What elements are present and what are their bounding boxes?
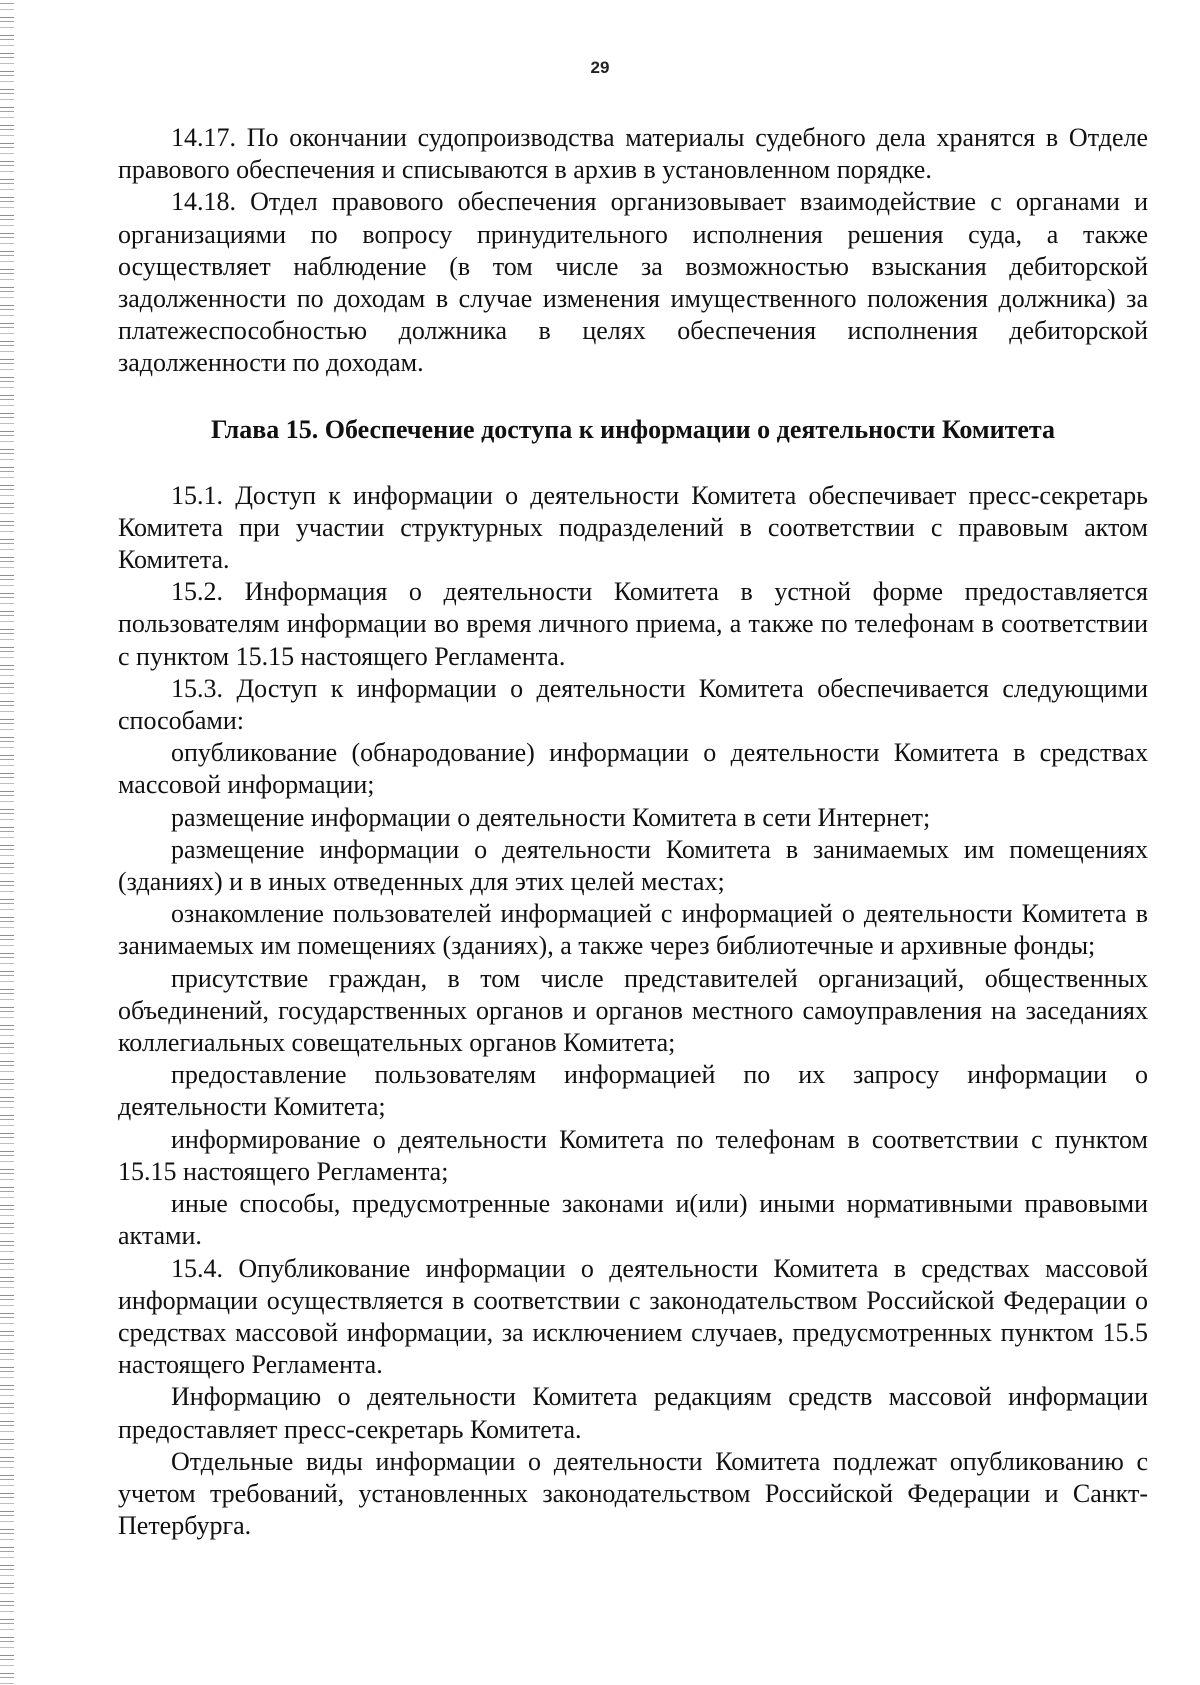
- paragraph-15-4-publication: Отдельные виды информации о деятельности Комитета подлежат опубликованию с учетом требований, установленных законодательством Российской Федерации и Санкт-Петербурга.: [118, 1446, 1148, 1541]
- list-item: иные способы, предусмотренные законами и(или) иными нормативными правовыми актами.: [118, 1189, 1148, 1251]
- list-item: размещение информации о деятельности Комитета в занимаемых им помещениях (зданиях) и в иных отведенных для этих целей местах;: [118, 834, 1148, 897]
- chapter-15-heading: Глава 15. Обеспечение доступа к информации о деятельности Комитета: [211, 414, 1055, 444]
- list-item: предоставление пользователям информацией по их запросу информации о деятельности Комитета;: [118, 1060, 1148, 1122]
- paragraph-15-2: 15.2. Информация о деятельности Комитета в устной форме предоставляется пользователям информации во время личного приема, а также по телефонам в соответствии с пунктом 15.15 настоящего Регламента.: [118, 577, 1148, 671]
- document-body: [118, 122, 1148, 1542]
- paragraph-14-18: 14.18. Отдел правового обеспечения организовывает взаимодействие с органами и организациями по вопросу принудительного исполнения решения суда, а также осуществляет наблюдение (в том числе за возможностью взыскания дебиторской задолженности по доходам в случае изменения имущественного положения должника) за платежеспособностью должника в целях обеспечения исполнения дебиторской задолженности по доходам.: [118, 187, 1148, 378]
- paragraph-15-4: 15.4. Опубликование информации о деятельности Комитета в средствах массовой информации осуществляется в соответствии с законодательством Российской Федерации о средствах массовой информации, за исключением случаев, предусмотренных пунктом 15.5 настоящего Регламента.: [118, 1253, 1148, 1380]
- paragraph-15-4-press: Информацию о деятельности Комитета редакциям средств массовой информации предоставляет пресс-секретарь Комитета.: [118, 1382, 1148, 1444]
- list-item: ознакомление пользователей информацией с информацией о деятельности Комитета в занимаемых им помещениях (зданиях), а также через библиотечные и архивные фонды;: [118, 899, 1148, 961]
- paragraph-14-17: 14.17. По окончании судопроизводства материалы судебного дела хранятся в Отделе правового обеспечения и списываются в архив в установленном порядке.: [118, 123, 1148, 185]
- list-item: присутствие граждан, в том числе представителей организаций, общественных объединений, государственных органов и органов местного самоуправления на заседаниях коллегиальных совещательных органов Комитета;: [118, 963, 1148, 1058]
- list-item: размещение информации о деятельности Комитета в сети Интернет;: [171, 802, 931, 832]
- paragraph-15-1: 15.1. Доступ к информации о деятельности Комитета обеспечивает пресс-секретарь Комитета при участии структурных подразделений в соответствии с правовым актом Комитета.: [118, 480, 1148, 575]
- list-item: информирование о деятельности Комитета по телефонам в соответствии с пунктом 15.15 настоящего Регламента;: [118, 1124, 1148, 1186]
- list-item: опубликование (обнародование) информации о деятельности Комитета в средствах массовой информации;: [118, 738, 1148, 800]
- page-number: 29: [590, 58, 610, 77]
- scan-binding-edge: [0, 0, 14, 1685]
- paragraph-15-3: 15.3. Доступ к информации о деятельности Комитета обеспечивается следующими способами:: [118, 673, 1148, 736]
